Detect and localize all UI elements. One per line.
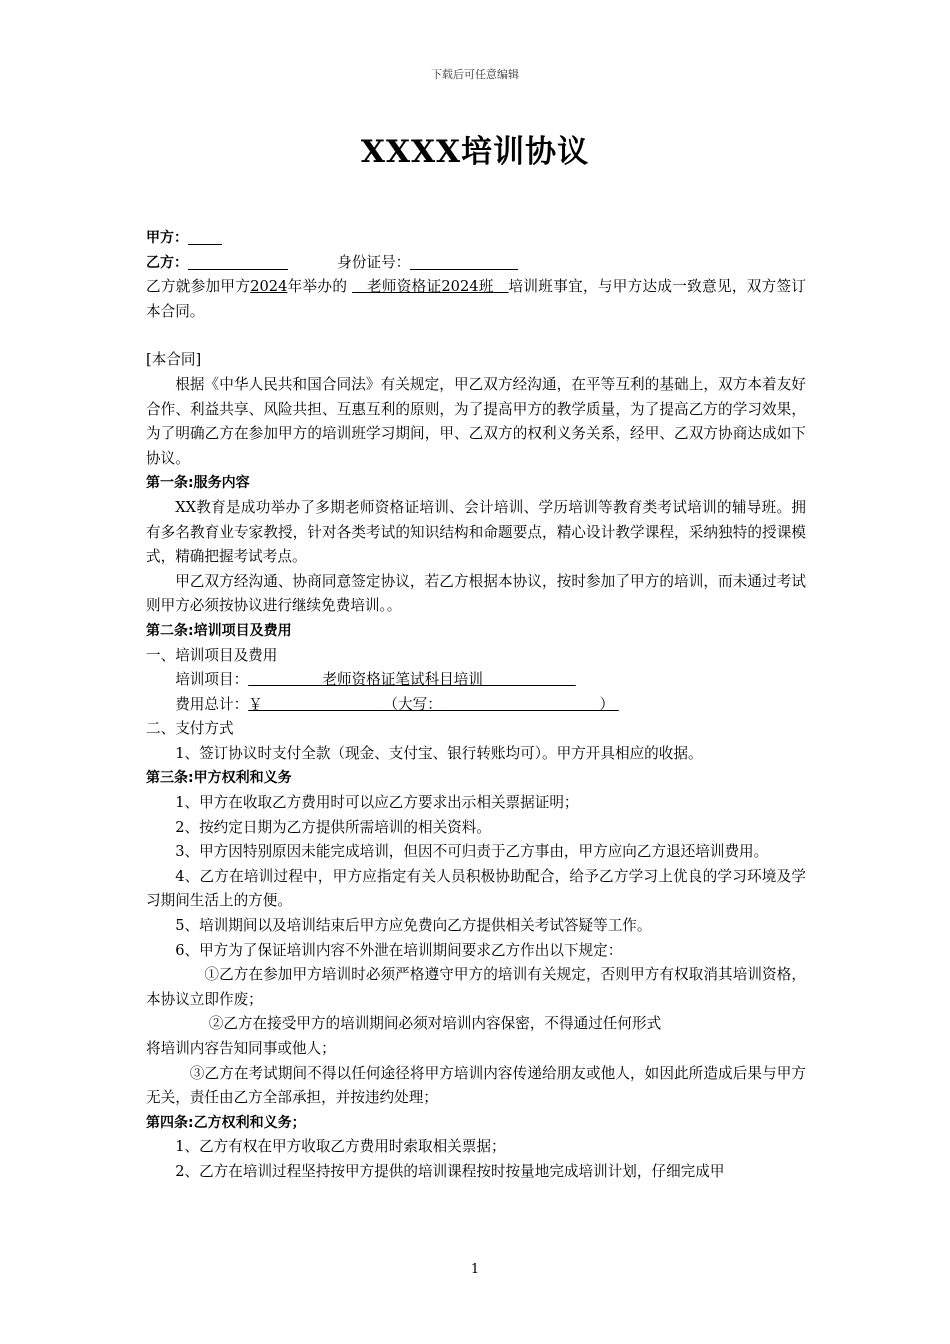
party-a-line [146,226,806,251]
intro-paragraph [146,275,806,324]
training-item-value [248,671,576,688]
fee-line [146,693,806,718]
intro-course [352,278,508,295]
fee-value [248,696,619,713]
article2-sub2: 二、支付方式 [146,720,234,738]
party-b-blank [188,254,288,270]
article1-paragraph-2: 甲乙双方经沟通、协商同意签定协议，若乙方根据本协议，按时参加了甲方的培训，而未通过考试则甲方必须按协议进行继续免费培训。。 [146,572,806,615]
article3-item-5: 5、培训期间以及培训结束后甲方应免费向乙方提供相关考试答疑等工作。 [175,917,652,935]
party-b-line [146,251,806,276]
article3-item-2: 2、按约定日期为乙方提供所需培训的相关资料。 [175,818,491,836]
article3-rule-2b: 将培训内容告知同事或他人； [146,1040,336,1057]
payment-item-1: 1、签订协议时支付全款（现金、支付宝、银行转账均可）。甲方开具相应的收据。 [175,744,703,762]
article4-heading: 第四条:乙方权利和义务； [146,1114,306,1131]
training-item-line [146,668,806,693]
article3-rule-1: ①乙方在参加甲方培训时必须严格遵守甲方的培训有关规定，否则甲方有权取消其培训资格，本协议立即作废； [146,966,806,1008]
training-item-label: 培训项目： [175,671,249,689]
fee-words-open: （大写： [383,695,442,713]
article4-item-2: 2、乙方在培训过程坚持按甲方提供的培训课程按时按量地完成培训计划，仔细完成甲 [175,1162,725,1180]
intro-course-a: 老师资格证 [366,278,442,296]
intro-text-1: 乙方就参加甲方 [146,278,251,296]
article3-rule-2a: ②乙方在接受甲方的培训期间必须对培训内容保密，不得通过任何形式 [208,1015,662,1033]
id-number-label: 身份证号： [337,253,411,271]
party-a-blank [188,229,222,245]
intro-year: 2024 [250,278,288,296]
article2-heading: 第二条:培训项目及费用 [146,622,292,639]
article3-item-6: 6、甲方为了保证培训内容不外泄在培训期间要求乙方作出以下规定： [175,941,623,959]
intro-text-2: 年举办的 [287,278,348,296]
fee-currency: ￥ [248,695,263,713]
document-title: XXXX培训协议 [360,134,590,170]
article1-heading: 第一条:服务内容 [146,475,250,492]
training-item-text: 老师资格证笔试科目培训 [322,671,483,689]
intro-text-3: 培训班事宜，与甲方达成一致意见，双方签订本合同。 [146,278,806,320]
article3-rule-3: ③乙方在考试期间不得以任何途径将甲方培训内容传递给朋友或他人，如因此所造成后果与甲方无关，责任由乙方全部承担，并按违约处理； [146,1064,806,1107]
id-number-blank [410,254,518,270]
party-b-label: 乙方： [146,254,188,271]
preamble-paragraph: 根据《中华人民共和国合同法》有关规定，甲乙双方经沟通，在平等互利的基础上，双方本着友好合作、利益共享、风险共担、互惠互利的原则，为了提高甲方的教学质量，为了提高乙方的学习效果，为了明确乙方在参加甲方的培训班学习期间，甲、乙双方的权利义务关系，经甲、乙双方协商达成如下协议。 [146,375,806,467]
article4-item-1: 1、乙方有权在甲方收取乙方费用时索取相关票据； [175,1138,506,1156]
intro-course-b: 2024班 [441,278,494,296]
article3-heading: 第三条:甲方权利和义务 [146,770,292,787]
article3-item-1: 1、甲方在收取乙方费用时可以应乙方要求出示相关票据证明； [175,794,579,812]
page-header: 下载后可任意编辑 [431,68,519,81]
fee-label: 费用总计： [175,695,249,713]
fee-words-close: ） [599,695,615,713]
article3-item-3: 3、甲方因特别原因未能完成培训，但因不可归责于乙方事由，甲方应向乙方退还培训费用。 [175,843,769,861]
party-a-label: 甲方： [146,230,188,246]
contract-heading: [本合同] [146,351,202,369]
article1-paragraph-1: XX教育是成功举办了多期老师资格证培训、会计培训、学历培训等教育类考试培训的辅导班。拥有多名教育业专家教授，针对各类考试的知识结构和命题要点，精心设计教学课程，采纳独特的授课模式，精确把握考试考点。 [146,498,806,566]
document-body [146,226,806,1185]
article2-sub1: 一、培训项目及费用 [146,646,278,664]
article3-item-4: 4、乙方在培训过程中，甲方应指定有关人员积极协助配合，给予乙方学习上优良的学习环境及学习期间生活上的方便。 [146,867,806,910]
page-number: 1 [470,1262,480,1277]
